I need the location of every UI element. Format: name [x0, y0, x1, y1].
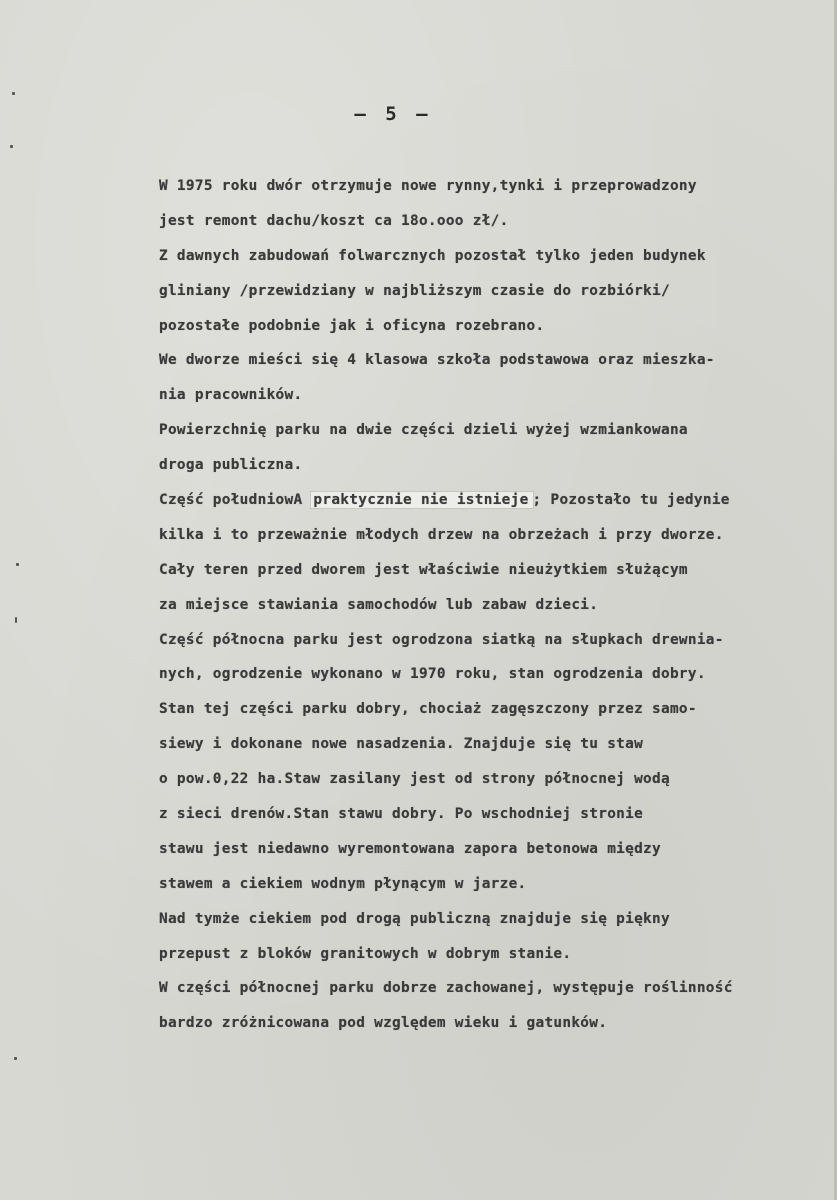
text-line: pozostałe podobnie jak i oficyna rozebrano. [159, 317, 545, 334]
margin-mark [15, 617, 17, 623]
text-line: We dworze mieści się 4 klasowa szkoła podstawowa oraz mieszka- [159, 352, 715, 369]
text-line: Cały teren przed dworem jest właściwie nieużytkiem służącym [159, 561, 688, 578]
text-line: nia pracowników. [159, 387, 303, 404]
text-line-with-correction [159, 486, 837, 521]
text-line: o pow.0,22 ha.Staw zasilany jest od strony północnej wodą [159, 771, 670, 788]
line-start: Część południowA [159, 492, 303, 509]
text-line: nych, ogrodzenie wykonano w 1970 roku, stan ogrodzenia dobry. [159, 666, 706, 683]
typed-body-text [159, 172, 837, 1044]
text-line: W 1975 roku dwór otrzymuje nowe rynny,tynki i przeprowadzony [159, 178, 697, 194]
line-end: ; Pozostało tu jedynie [532, 492, 730, 509]
text-line: Z dawnych zabudowań folwarcznych pozostał tylko jeden budynek [159, 247, 706, 264]
margin-mark [12, 92, 15, 95]
text-line: za miejsce stawiania samochodów lub zabaw dzieci. [159, 596, 599, 613]
text-line: stawu jest niedawno wyremontowana zapora betonowa między [159, 840, 661, 857]
text-line: Nad tymże ciekiem pod drogą publiczną znajduje się piękny [159, 910, 670, 927]
text-line: droga publiczna. [159, 457, 303, 474]
text-line: stawem a ciekiem wodnym płynącym w jarze. [159, 875, 527, 892]
text-line: siewy i dokonane nowe nasadzenia. Znajduje się tu staw [159, 736, 644, 753]
page-number: – 5 – [354, 103, 432, 125]
pasted-correction-strip: praktycznie nie istnieje [311, 492, 532, 508]
margin-mark [16, 563, 19, 566]
margin-mark [10, 145, 13, 148]
text-line: jest remont dachu/koszt ca 18o.ooo zł/. [159, 212, 509, 229]
text-line: gliniany /przewidziany w najbliższym czasie do rozbiórki/ [159, 282, 670, 299]
text-line: z sieci drenów.Stan stawu dobry. Po wschodniej stronie [159, 806, 644, 823]
text-line: Stan tej części parku dobry, chociaż zagęszczony przez samo- [159, 701, 697, 718]
text-line: Powierzchnię parku na dwie części dzieli wyżej wzmiankowana [159, 422, 688, 439]
text-line: kilka i to przeważnie młodych drzew na obrzeżach i przy dworze. [159, 526, 724, 543]
text-line: przepust z bloków granitowych w dobrym stanie. [159, 945, 572, 962]
text-line: bardzo zróżnicowana pod względem wieku i gatunków. [159, 1015, 608, 1032]
text-line: Część północna parku jest ogrodzona siatką na słupkach drewnia- [159, 631, 724, 648]
margin-mark [14, 1057, 17, 1060]
text-line: W części północnej parku dobrze zachowanej, występuje roślinność [159, 980, 733, 997]
